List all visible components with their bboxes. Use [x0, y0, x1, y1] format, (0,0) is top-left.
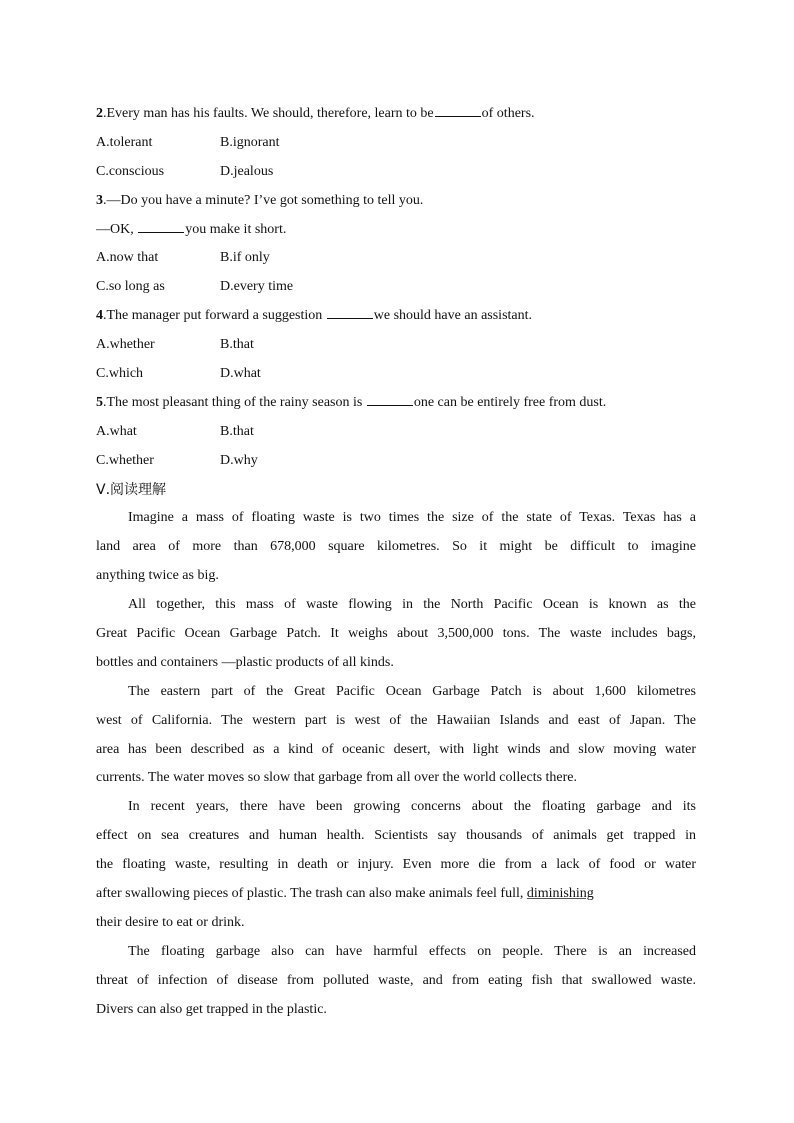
question-4-options-row-1 — [96, 331, 696, 360]
answer-blank — [327, 306, 373, 319]
question-text: —OK, — [96, 221, 138, 237]
passage-line: Great Pacific Ocean Garbage Patch. It weighs about 3,500,000 tons. The waste includes bags, — [96, 626, 696, 642]
passage-line: bottles and containers —plastic products of all kinds. — [96, 654, 394, 670]
passage-line: Divers can also get trapped in the plastic. — [96, 1001, 327, 1017]
passage-line: In recent years, there have been growing concerns about the floating garbage and its — [128, 799, 696, 815]
question-5-options-row-1 — [96, 418, 696, 447]
question-4-options-row-2 — [96, 360, 696, 389]
passage-line: currents. The water moves so slow that garbage from all over the world collects there. — [96, 770, 578, 786]
question-2-options-row-1 — [96, 129, 696, 158]
passage-line: effect on sea creatures and human health. Scientists say thousands of animals get trapped in — [96, 828, 696, 844]
question-text: .The most pleasant thing of the rainy season is — [103, 394, 366, 410]
question-4-stem — [96, 302, 696, 331]
section-title: Ⅴ.阅读理解 — [96, 481, 167, 498]
question-3-options-row-2 — [96, 273, 696, 302]
question-text: .—Do you have a minute? I’ve got something to tell you. — [103, 192, 424, 208]
option-d: D.what — [220, 366, 261, 382]
passage-line: All together, this mass of waste flowing in the North Pacific Ocean is known as the — [128, 597, 696, 613]
option-c: C.whether — [96, 452, 154, 468]
question-3-stem — [96, 187, 696, 216]
question-number: 5 — [96, 394, 103, 410]
option-d: D.every time — [220, 279, 294, 295]
question-text: you make it short. — [185, 221, 287, 237]
option-a: A.what — [96, 423, 137, 439]
passage-line: Imagine a mass of floating waste is two times the size of the state of Texas. Texas has a — [128, 510, 696, 526]
question-2-stem — [96, 100, 696, 129]
worksheet-page — [96, 100, 696, 1025]
option-d: D.jealous — [220, 163, 274, 179]
passage-line-with-underline — [96, 880, 696, 909]
underlined-word: diminishing — [526, 886, 594, 902]
option-b: B.ignorant — [220, 134, 280, 150]
passage-line: The floating garbage also can have harmful effects on people. There is an increased — [128, 943, 696, 959]
question-5-stem — [96, 389, 696, 418]
passage-line: The eastern part of the Great Pacific Ocean Garbage Patch is about 1,600 kilometres — [128, 683, 696, 699]
passage-line: the floating waste, resulting in death or injury. Even more die from a lack of food or water — [96, 857, 696, 873]
question-text: we should have an assistant. — [373, 308, 533, 324]
option-b: B.if only — [220, 250, 270, 266]
answer-blank — [367, 393, 413, 406]
option-a: A.whether — [96, 337, 155, 353]
passage-line: west of California. The western part is west of the Hawaiian Islands and east of Japan. The — [96, 712, 696, 728]
question-3-stem-2 — [96, 216, 696, 245]
option-b: B.that — [220, 337, 254, 353]
passage-line: area has been described as a kind of oceanic desert, with light winds and slow moving water — [96, 741, 696, 757]
passage-line: threat of infection of disease from polluted waste, and from eating fish that swallowed waste. — [96, 972, 696, 988]
option-c: C.which — [96, 366, 144, 382]
question-text: one can be entirely free from dust. — [413, 394, 607, 410]
question-number: 4 — [96, 308, 103, 324]
answer-blank — [435, 104, 481, 117]
option-c: C.conscious — [96, 163, 165, 179]
question-3-options-row-1 — [96, 244, 696, 273]
option-c: C.so long as — [96, 279, 165, 295]
option-b: B.that — [220, 423, 254, 439]
passage-line: land area of more than 678,000 square kilometres. So it might be difficult to imagine — [96, 539, 696, 555]
option-d: D.why — [220, 452, 258, 468]
option-a: A.now that — [96, 250, 159, 266]
option-a: A.tolerant — [96, 134, 153, 150]
question-2-options-row-2 — [96, 158, 696, 187]
passage-line: anything twice as big. — [96, 568, 219, 584]
question-text: .The manager put forward a suggestion — [103, 308, 326, 324]
question-text: .Every man has his faults. We should, therefore, learn to be — [103, 106, 434, 121]
question-text: of others. — [481, 106, 535, 121]
passage-line: their desire to eat or drink. — [96, 914, 245, 930]
question-number: 3 — [96, 192, 103, 208]
passage-text: after swallowing pieces of plastic. The trash can also make animals feel full, — [96, 886, 524, 902]
question-number: 2 — [96, 106, 103, 121]
answer-blank — [138, 220, 184, 233]
question-5-options-row-2 — [96, 447, 696, 476]
